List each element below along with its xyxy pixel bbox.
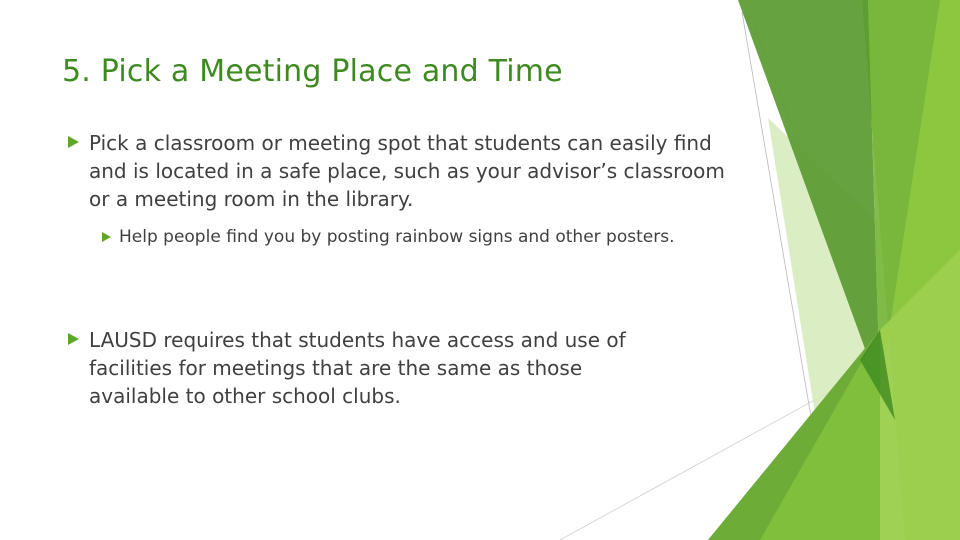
bullet-text: LAUSD requires that students have access and use of facilities for meetings that are the same as those available to other school clubs. [89, 328, 626, 408]
triangle-bullet-icon [102, 232, 111, 242]
triangle-bullet-icon [68, 136, 79, 148]
slide-title: 5. Pick a Meeting Place and Time [62, 54, 563, 89]
sub-bullet-item [119, 224, 719, 251]
bullet-item [89, 326, 649, 410]
sub-bullet-text: Help people find you by posting rainbow signs and other posters. [119, 227, 675, 247]
triangle-bullet-icon [68, 333, 79, 345]
bullet-item [89, 129, 729, 213]
bullet-text: Pick a classroom or meeting spot that students can easily find and is located in a safe place, such as your advisor’s classroom or a meeting room in the library. [89, 131, 725, 211]
